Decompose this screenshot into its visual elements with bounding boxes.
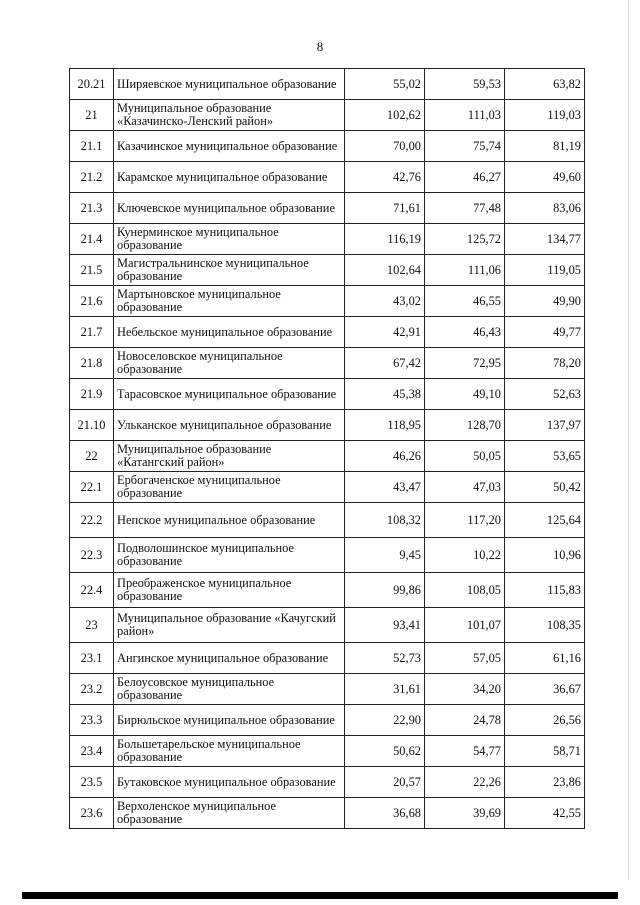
value-3-cell: 134,77 xyxy=(505,224,585,255)
value-1-cell: 99,86 xyxy=(345,573,425,608)
value-2-cell: 117,20 xyxy=(425,503,505,538)
value-1-cell: 20,57 xyxy=(345,767,425,798)
value-1-cell: 50,62 xyxy=(345,736,425,767)
value-1-cell: 36,68 xyxy=(345,798,425,829)
municipality-name-cell: Небельское муниципальное образование xyxy=(114,317,345,348)
table-row xyxy=(70,441,585,472)
table-row xyxy=(70,573,585,608)
table-row xyxy=(70,379,585,410)
table-row xyxy=(70,410,585,441)
row-number-cell: 20.21 xyxy=(70,69,114,100)
table-row xyxy=(70,608,585,643)
row-number-cell: 22 xyxy=(70,441,114,472)
value-1-cell: 102,64 xyxy=(345,255,425,286)
value-1-cell: 118,95 xyxy=(345,410,425,441)
municipality-name-cell: Казачинское муниципальное образование xyxy=(114,131,345,162)
value-1-cell: 55,02 xyxy=(345,69,425,100)
row-number-cell: 21.5 xyxy=(70,255,114,286)
municipality-name-cell: Карамское муниципальное образование xyxy=(114,162,345,193)
scan-edge-line xyxy=(628,0,629,880)
value-3-cell: 115,83 xyxy=(505,573,585,608)
row-number-cell: 21.1 xyxy=(70,131,114,162)
page-number: 8 xyxy=(316,39,324,54)
value-2-cell: 77,48 xyxy=(425,193,505,224)
table-row xyxy=(70,472,585,503)
value-3-cell: 50,42 xyxy=(505,472,585,503)
table-row xyxy=(70,798,585,829)
value-3-cell: 10,96 xyxy=(505,538,585,573)
row-number-cell: 22.1 xyxy=(70,472,114,503)
table-row xyxy=(70,162,585,193)
municipality-name-cell: Ангинское муниципальное образование xyxy=(114,643,345,674)
value-3-cell: 49,77 xyxy=(505,317,585,348)
municipality-name-cell: Ербогаченское муниципальное образование xyxy=(114,472,345,503)
value-2-cell: 111,06 xyxy=(425,255,505,286)
value-2-cell: 59,53 xyxy=(425,69,505,100)
value-3-cell: 83,06 xyxy=(505,193,585,224)
municipality-name-cell: Белоусовское муниципальное образование xyxy=(114,674,345,705)
value-2-cell: 125,72 xyxy=(425,224,505,255)
value-3-cell: 26,56 xyxy=(505,705,585,736)
table-row xyxy=(70,131,585,162)
row-number-cell: 21.7 xyxy=(70,317,114,348)
value-2-cell: 24,78 xyxy=(425,705,505,736)
table-row xyxy=(70,643,585,674)
row-number-cell: 22.4 xyxy=(70,573,114,608)
value-1-cell: 45,38 xyxy=(345,379,425,410)
municipality-name-cell: Новоселовское муниципальное образование xyxy=(114,348,345,379)
row-number-cell: 23.4 xyxy=(70,736,114,767)
table-row xyxy=(70,348,585,379)
value-3-cell: 119,05 xyxy=(505,255,585,286)
value-3-cell: 53,65 xyxy=(505,441,585,472)
row-number-cell: 21.10 xyxy=(70,410,114,441)
municipality-name-cell: Ключевское муниципальное образование xyxy=(114,193,345,224)
value-2-cell: 75,74 xyxy=(425,131,505,162)
municipality-name-cell: Непское муниципальное образование xyxy=(114,503,345,538)
row-number-cell: 21.3 xyxy=(70,193,114,224)
row-number-cell: 22.3 xyxy=(70,538,114,573)
row-number-cell: 23.5 xyxy=(70,767,114,798)
table-row xyxy=(70,538,585,573)
value-1-cell: 71,61 xyxy=(345,193,425,224)
table-row xyxy=(70,69,585,100)
value-2-cell: 128,70 xyxy=(425,410,505,441)
municipality-name-cell: Верхоленское муниципальное образование xyxy=(114,798,345,829)
value-1-cell: 43,47 xyxy=(345,472,425,503)
municipal-values-table xyxy=(69,68,585,829)
row-number-cell: 23.3 xyxy=(70,705,114,736)
value-1-cell: 42,91 xyxy=(345,317,425,348)
municipality-name-cell: Муниципальное образование «Катангский район» xyxy=(114,441,345,472)
value-1-cell: 43,02 xyxy=(345,286,425,317)
value-2-cell: 49,10 xyxy=(425,379,505,410)
row-number-cell: 23.2 xyxy=(70,674,114,705)
value-2-cell: 22,26 xyxy=(425,767,505,798)
value-1-cell: 52,73 xyxy=(345,643,425,674)
value-2-cell: 46,55 xyxy=(425,286,505,317)
value-2-cell: 57,05 xyxy=(425,643,505,674)
row-number-cell: 21.6 xyxy=(70,286,114,317)
row-number-cell: 22.2 xyxy=(70,503,114,538)
table-body xyxy=(70,69,585,829)
row-number-cell: 21 xyxy=(70,100,114,131)
municipality-name-cell: Подволошинское муниципальное образование xyxy=(114,538,345,573)
table-row xyxy=(70,100,585,131)
municipality-name-cell: Муниципальное образование «Казачинско-Ленский район» xyxy=(114,100,345,131)
value-3-cell: 52,63 xyxy=(505,379,585,410)
row-number-cell: 23.6 xyxy=(70,798,114,829)
municipality-name-cell: Муниципальное образование «Качугский район» xyxy=(114,608,345,643)
value-3-cell: 125,64 xyxy=(505,503,585,538)
value-2-cell: 47,03 xyxy=(425,472,505,503)
table-row xyxy=(70,193,585,224)
value-1-cell: 67,42 xyxy=(345,348,425,379)
municipality-name-cell: Преображенское муниципальное образование xyxy=(114,573,345,608)
value-1-cell: 93,41 xyxy=(345,608,425,643)
value-2-cell: 72,95 xyxy=(425,348,505,379)
value-2-cell: 54,77 xyxy=(425,736,505,767)
value-3-cell: 58,71 xyxy=(505,736,585,767)
value-3-cell: 108,35 xyxy=(505,608,585,643)
value-1-cell: 42,76 xyxy=(345,162,425,193)
value-1-cell: 46,26 xyxy=(345,441,425,472)
municipality-name-cell: Ширяевское муниципальное образование xyxy=(114,69,345,100)
value-2-cell: 39,69 xyxy=(425,798,505,829)
municipality-name-cell: Кунерминское муниципальное образование xyxy=(114,224,345,255)
value-3-cell: 78,20 xyxy=(505,348,585,379)
value-3-cell: 137,97 xyxy=(505,410,585,441)
row-number-cell: 23.1 xyxy=(70,643,114,674)
value-2-cell: 108,05 xyxy=(425,573,505,608)
table-row xyxy=(70,503,585,538)
table-row xyxy=(70,224,585,255)
municipality-name-cell: Большетарельское муниципальное образование xyxy=(114,736,345,767)
table-row xyxy=(70,736,585,767)
value-3-cell: 63,82 xyxy=(505,69,585,100)
value-3-cell: 81,19 xyxy=(505,131,585,162)
scan-bottom-bar xyxy=(22,892,618,899)
value-1-cell: 70,00 xyxy=(345,131,425,162)
value-2-cell: 46,43 xyxy=(425,317,505,348)
value-1-cell: 102,62 xyxy=(345,100,425,131)
row-number-cell: 21.2 xyxy=(70,162,114,193)
value-1-cell: 108,32 xyxy=(345,503,425,538)
value-3-cell: 61,16 xyxy=(505,643,585,674)
value-3-cell: 49,60 xyxy=(505,162,585,193)
row-number-cell: 21.4 xyxy=(70,224,114,255)
value-1-cell: 22,90 xyxy=(345,705,425,736)
value-3-cell: 36,67 xyxy=(505,674,585,705)
municipality-name-cell: Магистральнинское муниципальное образование xyxy=(114,255,345,286)
table-row xyxy=(70,317,585,348)
value-3-cell: 49,90 xyxy=(505,286,585,317)
value-3-cell: 42,55 xyxy=(505,798,585,829)
municipality-name-cell: Бутаковское муниципальное образование xyxy=(114,767,345,798)
row-number-cell: 21.8 xyxy=(70,348,114,379)
table-row xyxy=(70,255,585,286)
value-2-cell: 46,27 xyxy=(425,162,505,193)
value-2-cell: 111,03 xyxy=(425,100,505,131)
municipality-name-cell: Мартыновское муниципальное образование xyxy=(114,286,345,317)
table-row xyxy=(70,705,585,736)
value-3-cell: 23,86 xyxy=(505,767,585,798)
value-1-cell: 31,61 xyxy=(345,674,425,705)
row-number-cell: 21.9 xyxy=(70,379,114,410)
row-number-cell: 23 xyxy=(70,608,114,643)
value-1-cell: 9,45 xyxy=(345,538,425,573)
value-2-cell: 50,05 xyxy=(425,441,505,472)
municipality-name-cell: Бирюльское муниципальное образование xyxy=(114,705,345,736)
value-1-cell: 116,19 xyxy=(345,224,425,255)
municipality-name-cell: Ульканское муниципальное образование xyxy=(114,410,345,441)
municipality-name-cell: Тарасовское муниципальное образование xyxy=(114,379,345,410)
table-row xyxy=(70,767,585,798)
value-2-cell: 101,07 xyxy=(425,608,505,643)
value-2-cell: 10,22 xyxy=(425,538,505,573)
table-row xyxy=(70,286,585,317)
table-row xyxy=(70,674,585,705)
value-2-cell: 34,20 xyxy=(425,674,505,705)
value-3-cell: 119,03 xyxy=(505,100,585,131)
